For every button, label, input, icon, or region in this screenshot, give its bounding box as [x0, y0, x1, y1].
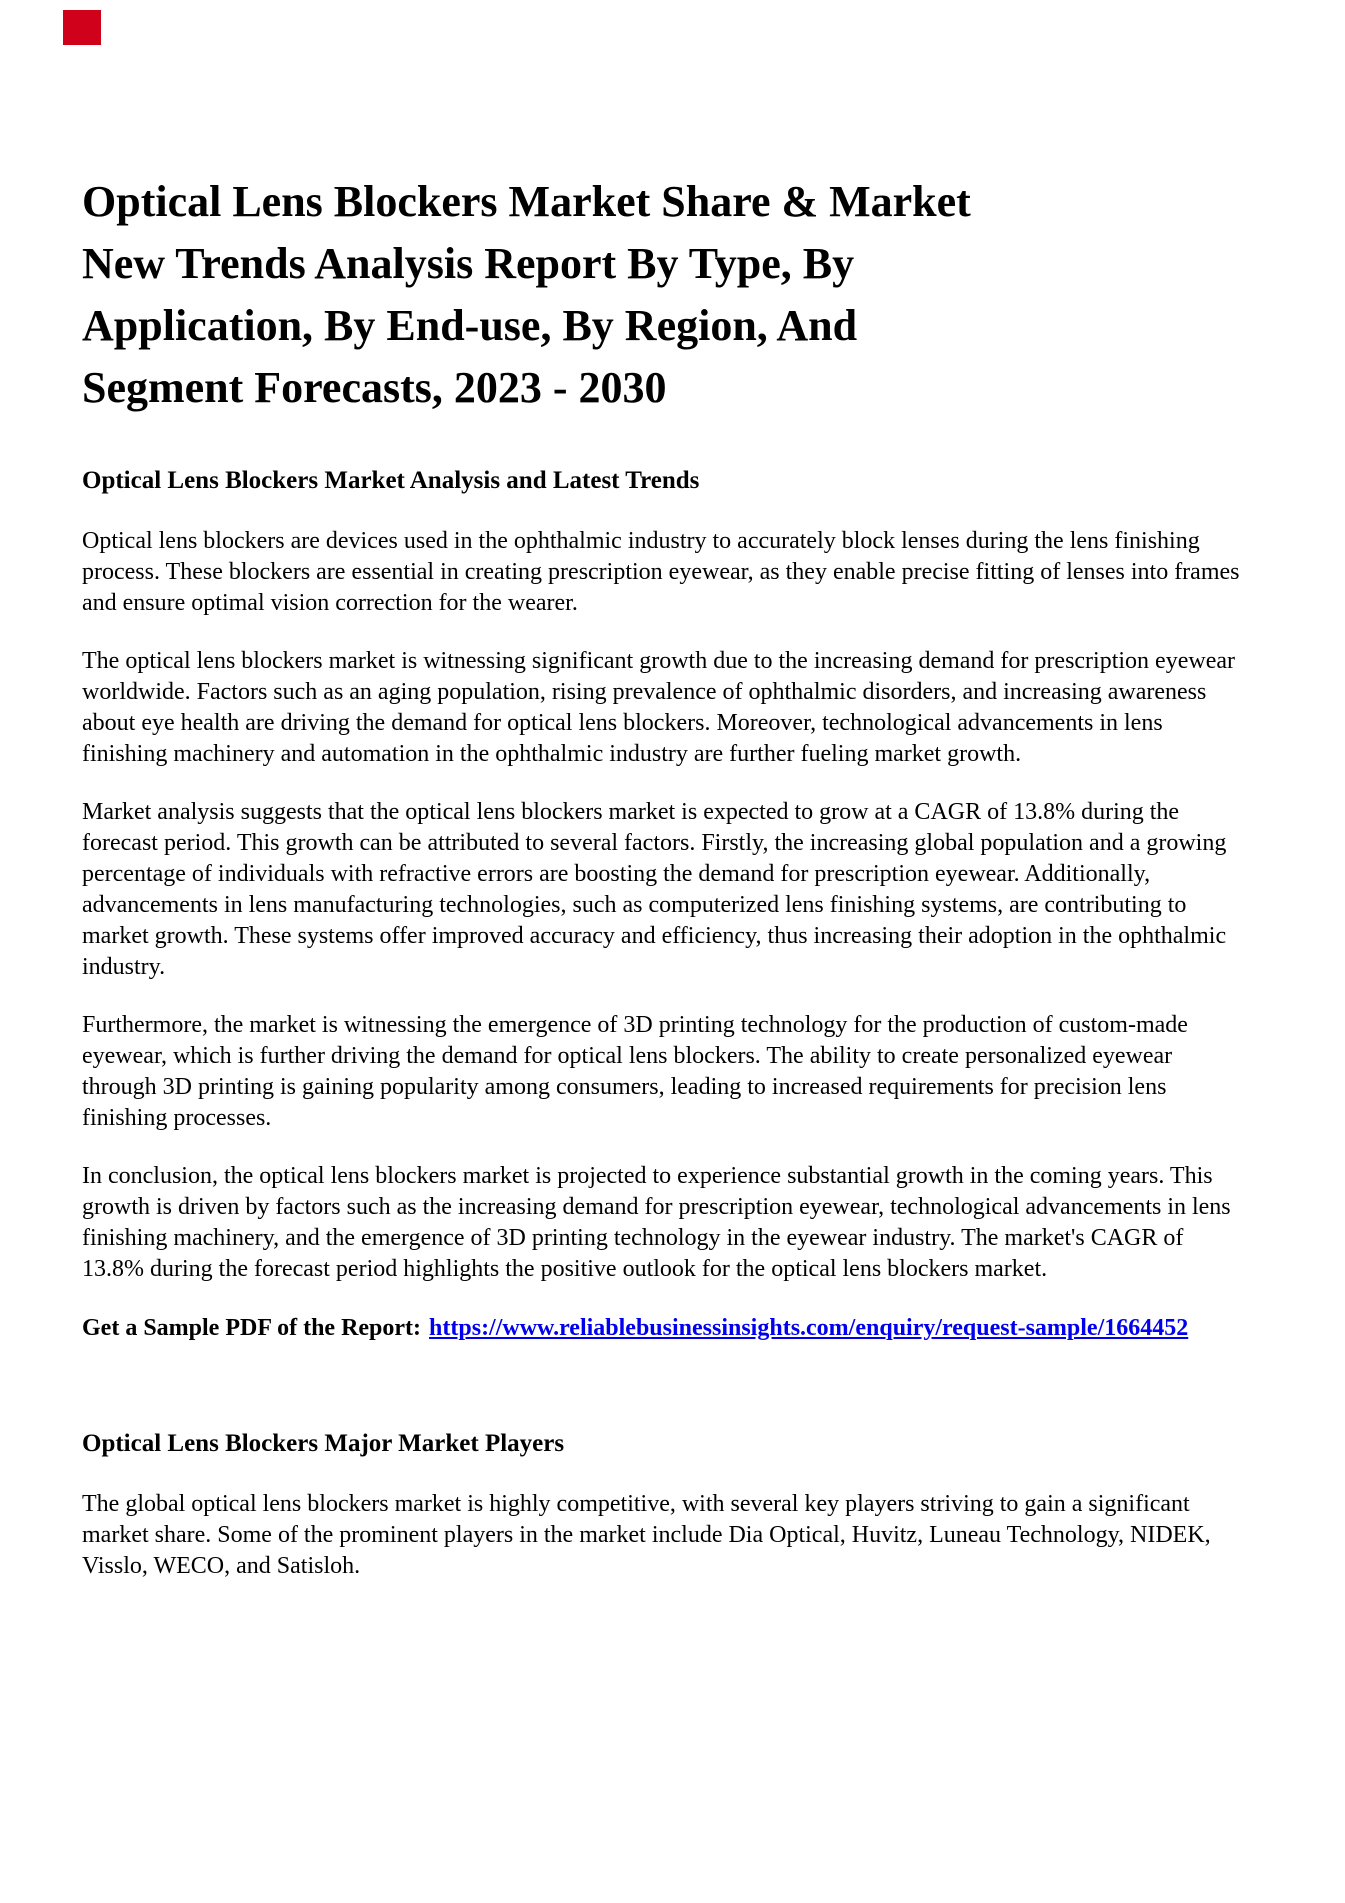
document-page [82, 0, 1242, 1609]
sample-label: Get a Sample PDF of the Report: [82, 1315, 422, 1341]
report-title [82, 171, 1242, 419]
paragraph-intro: Optical lens blockers are devices used in the ophthalmic industry to accurately block lenses during the lens finishing process. These blockers are essential in creating prescription eyewear, as they enable precise fitting of lenses into frames and ensure optimal vision correction for the wearer. [82, 528, 1240, 616]
sample-report-link[interactable]: https://www.reliablebusinessinsights.com/enquiry/request-sample/1664452 [429, 1315, 1189, 1341]
report-title-line: Optical Lens Blockers Market Share & Market [82, 177, 971, 226]
report-title-line: Segment Forecasts, 2023 - 2030 [82, 363, 667, 412]
paragraph-cagr-analysis: Market analysis suggests that the optical lens blockers market is expected to grow at a CAGR of 13.8% during the forecast period. This growth can be attributed to several factors. Firstly, the increasing global population and a growing percentage of individuals with refractive errors are boosting the demand for prescription eyewear. Additionally, advancements in lens manufacturing technologies, such as computerized lens finishing systems, are contributing to market growth. These systems offer improved accuracy and efficiency, thus increasing their adoption in the ophthalmic industry. [82, 799, 1227, 980]
report-title-line: Application, By End-use, By Region, And [82, 301, 858, 350]
paragraph-market-players: The global optical lens blockers market is highly competitive, with several key players striving to gain a significant market share. Some of the prominent players in the market include Dia Optical, Huvitz, Luneau Technology, NIDEK, Visslo, WECO, and Satisloh. [82, 1491, 1211, 1579]
report-title-line: New Trends Analysis Report By Type, By [82, 239, 855, 288]
section-heading-analysis-trends: Optical Lens Blockers Market Analysis and Latest Trends [82, 467, 700, 494]
sample-request-line [82, 1312, 1242, 1344]
paragraph-conclusion: In conclusion, the optical lens blockers market is projected to experience substantial growth in the coming years. This growth is driven by factors such as the increasing demand for prescription eyewear, technological advancements in lens finishing machinery, and the emergence of 3D printing technology in the eyewear industry. The market's CAGR of 13.8% during the forecast period highlights the positive outlook for the optical lens blockers market. [82, 1163, 1231, 1282]
paragraph-growth-drivers: The optical lens blockers market is witnessing significant growth due to the increasing demand for prescription eyewear worldwide. Factors such as an aging population, rising prevalence of ophthalmic disorders, and increasing awareness about eye health are driving the demand for optical lens blockers. Moreover, technological advancements in lens finishing machinery and automation in the ophthalmic industry are further fueling market growth. [82, 648, 1235, 767]
section-heading-major-market-players: Optical Lens Blockers Major Market Players [82, 1430, 565, 1457]
paragraph-3d-printing: Furthermore, the market is witnessing the emergence of 3D printing technology for the production of custom-made eyewear, which is further driving the demand for optical lens blockers. The ability to create personalized eyewear through 3D printing is gaining popularity among consumers, leading to increased requirements for precision lens finishing processes. [82, 1012, 1188, 1131]
